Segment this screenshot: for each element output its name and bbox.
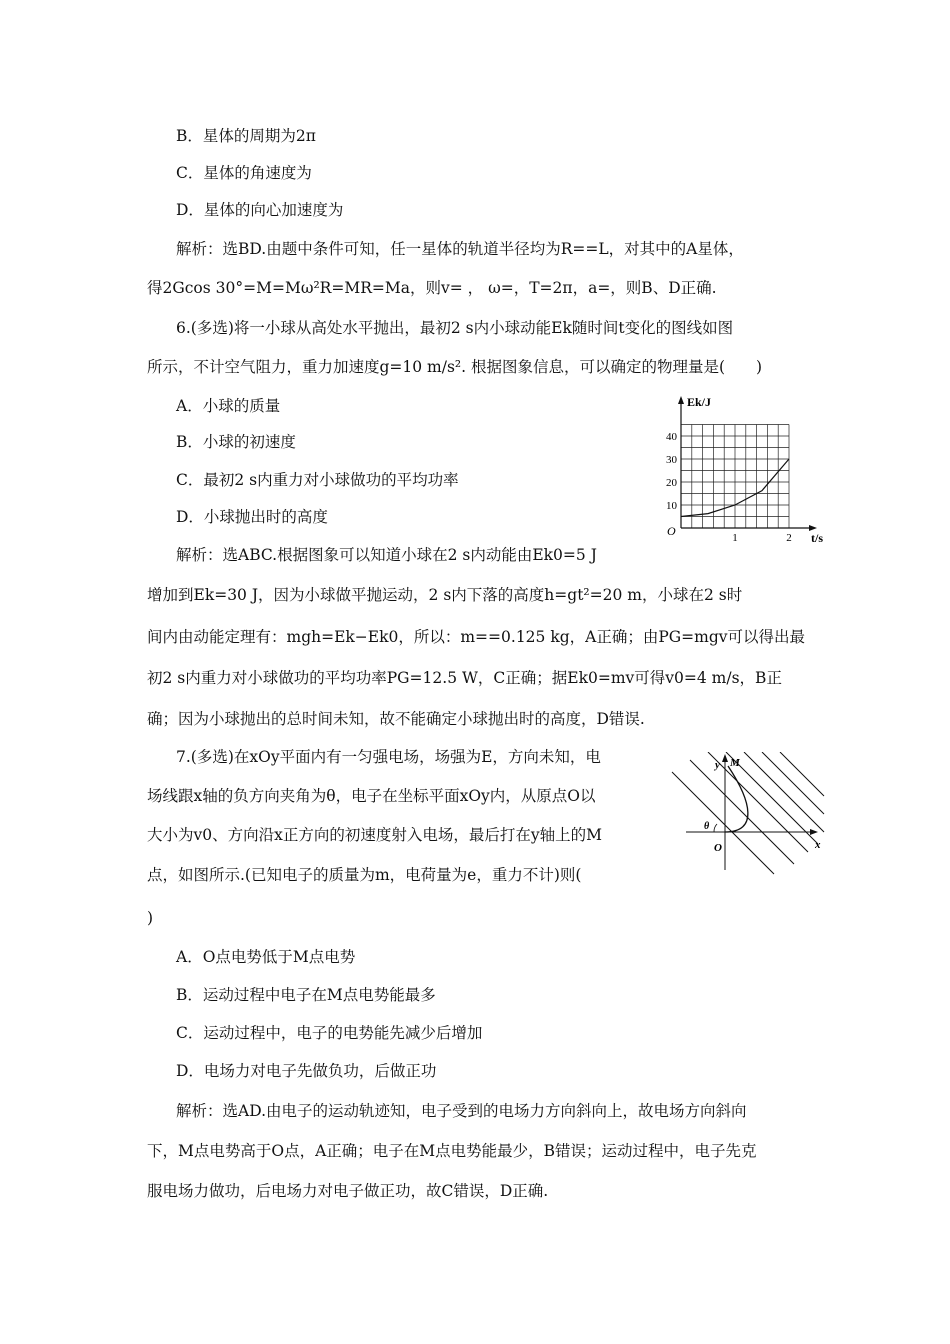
q6-option-d: D．小球抛出时的高度 — [176, 508, 328, 526]
ek-time-chart — [645, 388, 835, 548]
q6-stem-line-2: 所示，不计空气阻力，重力加速度g=10 m/s². 根据图象信息，可以确定的物理量是( ) — [147, 358, 763, 376]
q5-solution-line-2: 得2Gcos 30°=M=Mω²R=MR=Ma，则v= ， ω=，T=2π，a=，则B、D正确. — [147, 279, 717, 297]
q6-solution-line-3: 间内由动能定理有：mgh=Ek−Ek0，所以：m==0.125 kg，A正确；由PG=mgv可以得出最 — [147, 628, 806, 646]
y-tick-label: 10 — [666, 500, 677, 512]
q7-solution-line-2: 下，M点电势高于O点，A正确；电子在M点电势能最少，B错误；运动过程中，电子先克 — [147, 1142, 757, 1160]
x-tick-label: 2 — [786, 532, 792, 544]
x-axis-label: x — [815, 839, 821, 851]
x-tick-label: 1 — [732, 532, 738, 544]
q6-stem-line-1: 6.(多选)将一小球从高处水平抛出，最初2 s内小球动能Ek随时间t变化的图线如图 — [176, 319, 734, 337]
q7-stem-line-1: 7.(多选)在xOy平面内有一匀强电场，场强为E，方向未知，电 — [176, 748, 601, 766]
t-axis-label: t/s — [811, 531, 823, 545]
y-tick-label: 30 — [666, 454, 677, 466]
q7-stem-line-4: 点，如图所示.(已知电子的质量为m，电荷量为e，重力不计)则( — [147, 866, 582, 884]
q7-solution-line-1: 解析：选AD.由电子的运动轨迹知，电子受到的电场力方向斜向上，故电场方向斜向 — [176, 1102, 747, 1120]
theta-arc — [714, 824, 717, 832]
q7-option-b: B．运动过程中电子在M点电势能最多 — [176, 986, 436, 1004]
theta-label: θ — [704, 821, 710, 832]
x-axis-arrow-icon — [810, 829, 818, 835]
q7-option-a: A．O点电势低于M点电势 — [176, 948, 356, 966]
y-axis-arrow-icon — [722, 754, 728, 762]
ek-axis-label: Ek/J — [687, 395, 712, 409]
q6-solution-line-2: 增加到Ek=30 J，因为小球做平抛运动，2 s内下落的高度h=gt²=20 m，小球在2 s时 — [147, 586, 743, 604]
q6-solution-line-5: 确；因为小球抛出的总时间未知，故不能确定小球抛出时的高度，D错误. — [147, 710, 645, 728]
q7-option-d: D．电场力对电子先做负功，后做正功 — [176, 1062, 437, 1080]
point-m-label: M — [730, 757, 740, 769]
y-tick-label: 20 — [666, 477, 677, 489]
q6-solution-line-1: 解析：选ABC.根据图象可以知道小球在2 s内动能由Ek0=5 J — [176, 546, 597, 564]
q7-option-c: C．运动过程中，电子的电势能先减少后增加 — [176, 1024, 483, 1042]
q5-option-d: D．星体的向心加速度为 — [176, 201, 344, 219]
y-axis-label: y — [715, 759, 720, 771]
q5-option-c: C．星体的角速度为 — [176, 164, 312, 182]
q6-option-c: C．最初2 s内重力对小球做功的平均功率 — [176, 471, 459, 489]
q7-stem-line-5: ) — [147, 909, 154, 927]
electric-field-figure — [668, 752, 828, 877]
q6-solution-line-4: 初2 s内重力对小球做功的平均功率PG=12.5 W，C正确；据Ek0=mv可得v0=4 m/s，B正 — [147, 669, 782, 687]
y-tick-label: 40 — [666, 431, 677, 443]
chart-origin-label: O — [667, 524, 676, 538]
q7-stem-line-2: 场线跟x轴的负方向夹角为θ，电子在坐标平面xOy内，从原点O以 — [147, 787, 596, 805]
ek-axis-arrow-icon — [678, 396, 684, 404]
q6-option-b: B．小球的初速度 — [176, 433, 296, 451]
q7-stem-line-3: 大小为v0、方向沿x正方向的初速度射入电场，最后打在y轴上的M — [147, 826, 602, 844]
q5-solution-line-1: 解析：选BD.由题中条件可知，任一星体的轨道半径均为R==L，对其中的A星体， — [176, 240, 744, 258]
q6-option-a: A．小球的质量 — [176, 397, 281, 415]
q7-solution-line-3: 服电场力做功，后电场力对电子做正功，故C错误，D正确. — [147, 1182, 549, 1200]
origin-o-label: O — [714, 842, 722, 854]
q5-option-b: B．星体的周期为2π — [176, 127, 316, 145]
